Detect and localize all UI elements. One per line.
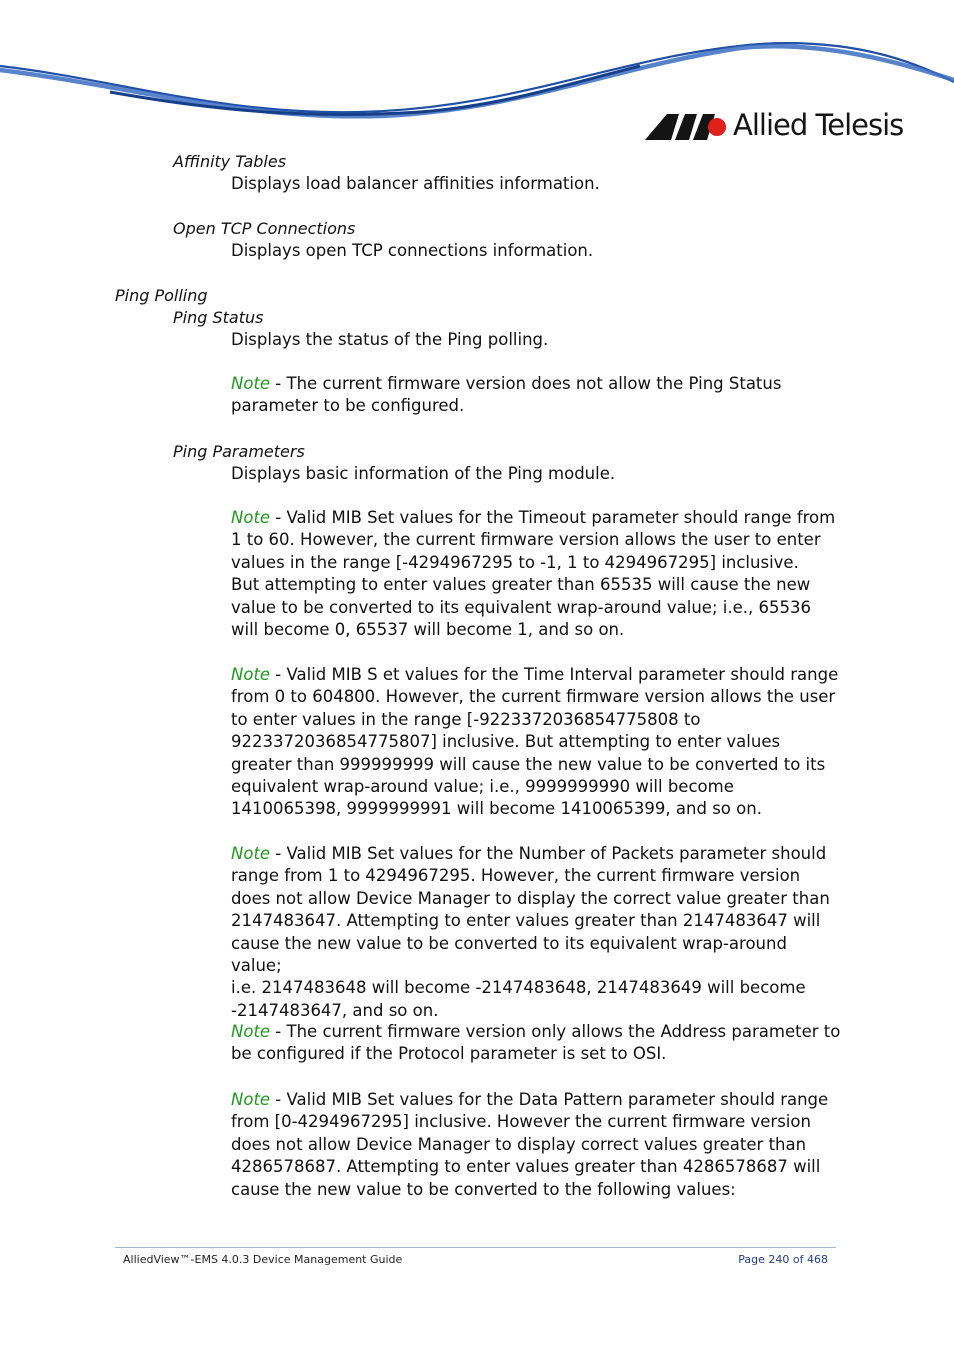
timeout-note [231, 507, 841, 641]
note-label: Note [231, 844, 271, 863]
heading-affinity-tables: Affinity Tables [173, 152, 287, 171]
note-text: - The current firmware version does not allow the Ping Status parameter to be configured. [231, 374, 782, 416]
note-label: Note [231, 508, 271, 527]
ping-status-note [231, 373, 841, 418]
note-label: Note [231, 1022, 271, 1041]
note-text: - Valid MIB S et values for the Time Interval parameter should range from 0 to 604800. However, the current firmware version allows the user to enter values in the range [-9223372036854775808 to 9223372036854775807] inclusive. But attempting to enter values greater than 999999999 will cause the new value to be converted to its equivalent wrap-around value; i.e., 9999999990 will become 1410065398, 9999999991 will become 1410065399, and so on. [231, 665, 839, 819]
note-text: - The current firmware version only allows the Address parameter to be configured if the Protocol parameter is set to OSI. [231, 1022, 841, 1064]
footer-page-number: Page 240 of 468 [738, 1253, 828, 1266]
note-text: - Valid MIB Set values for the Timeout parameter should range from 1 to 60. However, the current firmware version allows the user to enter values in the range [-4294967295 to -1, 1 to 4294967295] inclusive. [231, 508, 836, 572]
heading-ping-parameters: Ping Parameters [173, 442, 305, 461]
allied-telesis-mark-icon [645, 114, 729, 140]
footer-guide-title: AlliedView™-EMS 4.0.3 Device Management Guide [123, 1253, 403, 1266]
heading-open-tcp-connections: Open TCP Connections [173, 219, 356, 238]
open-tcp-description: Displays open TCP connections information. [231, 241, 594, 260]
note-text-continued: But attempting to enter values greater than 65535 will cause the new value to be converted to its equivalent wrap-around value; i.e., 65536 will become 0, 65537 will become 1, and so on. [231, 575, 811, 640]
affinity-tables-description: Displays load balancer affinities information. [231, 174, 600, 193]
data-pattern-note [231, 1089, 841, 1201]
note-label: Note [231, 665, 271, 684]
ping-parameters-description: Displays basic information of the Ping module. [231, 464, 616, 483]
note-text: - Valid MIB Set values for the Data Pattern parameter should range from [0-4294967295] inclusive. However the current firmware version does not allow Device Manager to display correct values greater than 4286578687. Attempting to enter values greater than 4286578687 will cause the new value to be converted to the following values: [231, 1090, 829, 1199]
time-interval-note [231, 664, 841, 821]
allied-telesis-logo [645, 108, 905, 148]
footer-divider [115, 1247, 836, 1248]
heading-ping-status: Ping Status [173, 308, 264, 327]
ping-status-description: Displays the status of the Ping polling. [231, 330, 549, 349]
heading-ping-polling: Ping Polling [115, 286, 208, 305]
address-note [231, 1021, 841, 1066]
note-label: Note [231, 374, 271, 393]
note-text-continued: i.e. 2147483648 will become -2147483648, 2147483649 will become -2147483647, and so on. [231, 978, 806, 1020]
note-text: - Valid MIB Set values for the Number of Packets parameter should range from 1 to 4294967295. However, the current firmware version does not allow Device Manager to display the correct value greater than 2147483647. Attempting to enter values greater than 2147483647 will cause the new value to be converted to its equivalent wrap-around value; [231, 844, 830, 976]
note-label: Note [231, 1090, 271, 1109]
number-of-packets-note [231, 843, 841, 1022]
logo-wordmark: Allied Telesis [733, 108, 904, 142]
